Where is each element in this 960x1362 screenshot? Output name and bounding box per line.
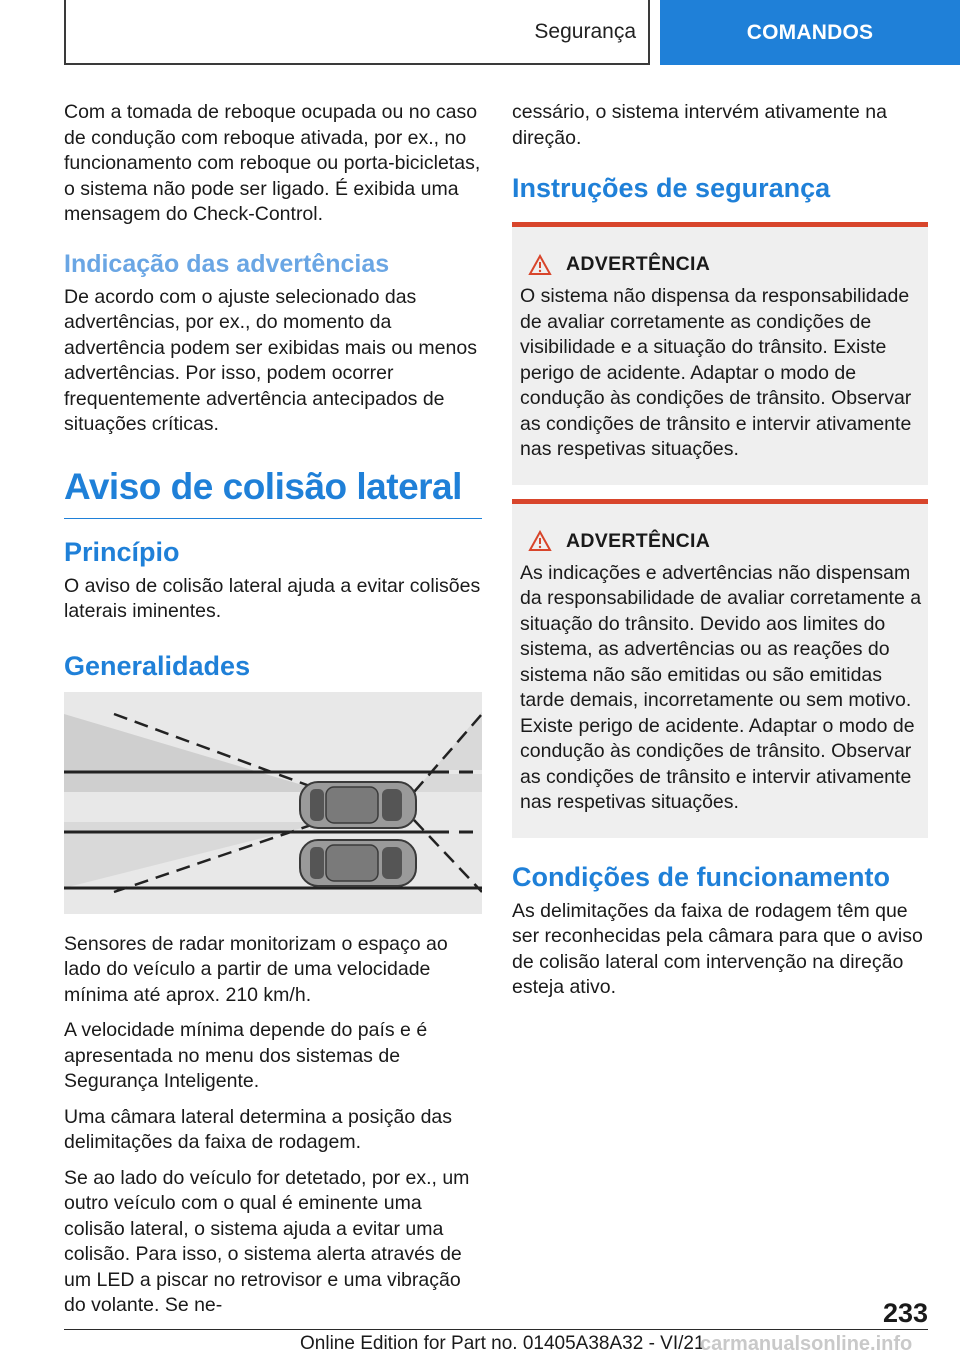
warning-box-1 [512,222,928,485]
paragraph-velocidade: A velocidade mínima depende do país e é apresentada no menu dos sistemas de Segurança Inteligente. [64,1019,428,1092]
paragraph-sensores: Sensores de radar monitorizam o espaço ao lado do veículo a partir de uma velocidade mínima até aprox. 210 km/h. [64,932,448,1006]
warning-triangle-icon [528,254,552,276]
footer-divider [64,1329,928,1330]
heading-condicoes: Condições de funcionamento [512,861,891,892]
header-section [64,0,650,65]
paragraph-condicoes: As delimitações da faixa de rodagem têm que ser reconhecidas pela câmara para que o aviso de colisão lateral com intervenção na direção esteja ativo. [512,899,923,998]
warning-triangle-icon [528,530,552,552]
road-diagram [64,692,482,914]
lateral-collision-illustration [64,692,482,914]
left-column [64,100,482,1329]
header-section-label: Segurança [534,19,636,43]
warning-title-2 [520,530,922,553]
heading-aviso-colisao: Aviso de colisão lateral [64,466,482,519]
warning-text-1: O sistema não dispensa da responsabilidade de avaliar corretamente as condições de visibilidade e a situação do trânsito. Existe perigo de acidente. Adaptar o modo de condução às condições de trânsito. Observar as condições de trânsito e intervir ativamente nas respetivas situações. [520,285,912,460]
paragraph-alerta: Se ao lado do veículo for detetado, por ex., um outro veículo com o qual é eminente uma colisão lateral, o sistema ajuda a evitar uma colisão. Para isso, o sistema alerta através de um LED a piscar no retrovisor e uma vibração do volante. Se ne- [64,1166,470,1316]
warning-label-2: ADVERTÊNCIA [566,529,711,552]
heading-instrucoes: Instruções de segurança [512,173,831,203]
warning-text-2: As indicações e advertências não dispensam da responsabilidade de avaliar corretamente a situação do trânsito. Devido aos limites do sistema, as advertências ou as reações do sistema não são emitidas ou são emitidas tarde demais, incorretamente ou sem motivo. Existe perigo de acidente. Adaptar o modo de condução às condições de trânsito. Observar as condições de trânsito e intervir ativamente nas respetivas situações. [520,561,922,813]
header-chapter-label: COMANDOS [746,20,874,44]
header-chapter [660,0,960,65]
car-upper [300,782,416,828]
paragraph-principio: O aviso de colisão lateral ajuda a evitar colisões laterais iminentes. [64,574,481,622]
warning-title-1 [520,253,922,276]
intro-paragraph: Com a tomada de reboque ocupada ou no caso de condução com reboque ativada, por ex., no funcionamento com reboque ou porta-bicicletas, o sistema não pode ser ligado. É exibida uma mensagem do Check-Control. [64,101,481,225]
paragraph-continuation: cessário, o sistema intervém ativamente na direção. [512,101,887,149]
footer-edition: Online Edition for Part no. 01405A38A32 - VI/21 [300,1333,705,1354]
paragraph-indicacao: De acordo com o ajuste selecionado das advertências, por ex., do momento da advertência podem ser exibidas mais ou menos advertências. Por isso, podem ocorrer frequentemente advertência antecipados de situações críticas. [64,285,477,435]
watermark: carmanualsonline.info [700,1333,913,1355]
page-number: 233 [882,1298,928,1328]
heading-generalidades: Generalidades [64,650,251,681]
paragraph-camara: Uma câmara lateral determina a posição das delimitações da faixa de rodagem. [64,1105,453,1153]
heading-indicacao: Indicação das advertências [64,249,390,278]
right-column [512,100,928,1011]
warning-box-2 [512,499,928,838]
heading-principio: Princípio [64,536,180,567]
warning-label-1: ADVERTÊNCIA [566,253,711,275]
car-lower [300,840,416,886]
